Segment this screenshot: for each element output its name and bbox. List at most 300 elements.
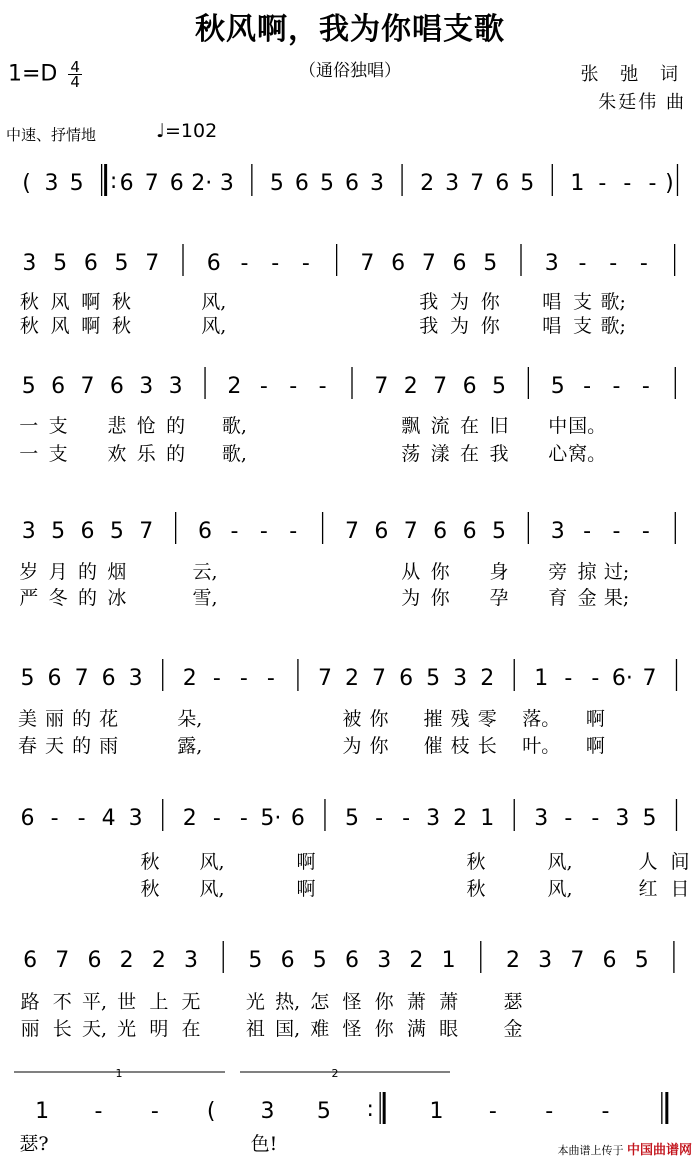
note: 3 [260,1099,275,1124]
lyric: 歌, [221,415,247,437]
lyric: 乐 [136,443,156,465]
lyric: 月 [48,561,68,583]
lyric: 满 [406,1018,426,1040]
lyric: 叶。 [522,735,561,757]
time-bottom: 4 [70,73,80,91]
lyric: 风 [50,315,70,337]
lyric: 瑟? [19,1133,49,1155]
lyric: 中 [548,415,568,437]
note: 5 [316,1099,331,1124]
note: 6 [119,171,134,196]
lyric: 秋 [140,851,160,873]
lyric: 红 [638,878,658,900]
lyric: 你 [480,291,500,313]
note: 5 [51,519,66,544]
note: 7 [360,251,375,276]
lyric: 秋 [140,878,160,900]
note: ( [206,1099,216,1124]
lyric: 育 [548,587,568,609]
lyric: 为 [342,735,362,757]
lyric: 支 [48,415,68,437]
lyric: 的 [166,443,186,465]
lyric: 日 [670,878,690,900]
lyric: 你 [369,708,389,730]
lyric: 风 [50,291,70,313]
lyric: 岁 [19,561,39,583]
note: - [591,806,600,831]
lyric: 你 [430,587,450,609]
lyric: 啊 [585,735,605,757]
lyric: 国, [275,1018,301,1040]
lyric: 雨 [99,735,119,757]
lyric: 色! [250,1133,278,1155]
note: 3 [544,251,559,276]
lyric: 心 [548,443,568,465]
note: 2 [403,374,418,399]
note: 6 [101,666,116,691]
lyric: 风, [199,878,225,900]
lyric: 掠 [577,561,597,583]
note: 6 [433,519,448,544]
note: 5 [269,171,284,196]
note: 7 [421,251,436,276]
lyric: 我 [419,291,439,313]
paren-close: ) [665,171,674,196]
note: 6 [391,251,406,276]
quarter-note-icon: ♩ [156,120,165,142]
lyric: 丽 [20,1018,40,1040]
note: 5 [483,251,498,276]
note: 2 [480,666,495,691]
lyric: 怆 [136,415,156,437]
lyric: 冬 [48,587,68,609]
note: 5 [109,519,124,544]
lyricist-credit: 张 弛 词 [580,64,686,85]
repeat-dots: : [109,169,118,194]
note: - [488,1099,497,1124]
lyric: 流 [430,415,450,437]
lyric: 从 [401,561,421,583]
note: 5 [319,171,334,196]
note: 1 [480,806,495,831]
note: 5 [114,251,129,276]
lyric: 风, [199,851,225,873]
note: 6 [198,519,213,544]
score-title: 秋风啊，我为你唱支歌 [195,12,505,47]
note: - [545,1099,554,1124]
lyric: 秋 [112,315,132,337]
lyric: 明 [149,1018,169,1040]
lyric: 摧 [423,708,443,730]
note: 3 [445,171,460,196]
note: - [301,251,310,276]
lyric: 的 [77,561,97,583]
lyric: 风, [201,315,227,337]
lyric: 唱 [542,315,562,337]
lyric: 的 [166,415,186,437]
lyric: 零 [477,708,497,730]
lyric: 悲 [107,415,127,437]
note: 6 [462,519,477,544]
note: 3 [550,519,565,544]
tempo-marking: 中速、抒情地 [6,126,97,144]
note: 5 [520,171,535,196]
lyric: 长 [52,1018,72,1040]
lyric: 催 [423,735,443,757]
lyric: 过; [603,561,630,583]
note: 5· [260,806,282,831]
lyric: 孕 [489,587,509,609]
note: - [239,666,248,691]
lyric: 萧 [439,991,459,1013]
note: 7 [139,519,154,544]
note: 7 [642,666,657,691]
lyric: 为 [401,587,421,609]
note: 7 [345,519,359,544]
lyric: 旁 [548,561,568,583]
lyric: 天 [45,735,65,757]
note: 5 [69,171,84,196]
note: 6 [169,171,184,196]
lyric: 美 [18,708,38,730]
note: 3 [453,666,468,691]
lyric: 国。 [568,415,607,437]
lyric: 我 [489,443,509,465]
lyric: 的 [72,708,92,730]
note: - [641,519,650,544]
note: 6 [495,171,510,196]
note: 6 [290,806,305,831]
lyric: 秋 [19,315,39,337]
note: 2 [182,806,197,831]
tempo-value: =102 [164,120,218,142]
lyric: 路 [20,991,40,1013]
note: 3 [128,806,143,831]
note: - [402,806,411,831]
lyric: 热, [275,991,301,1013]
lyric: 啊 [585,708,605,730]
note: 6 [374,519,389,544]
lyric: 春 [18,735,38,757]
note: 6 [452,251,467,276]
note: 6 [87,948,102,973]
lyric: 云, [192,561,218,583]
note: 3 [139,374,154,399]
lyric: 朵, [177,708,203,730]
lyric: 漾 [430,443,450,465]
note: 5 [426,666,441,691]
note: 5 [345,806,359,831]
lyric: 的 [77,587,97,609]
note: 5 [20,666,35,691]
note: 5 [312,948,327,973]
lyric: 歌; [600,315,626,337]
note: - [212,806,221,831]
lyric: 唱 [542,291,562,313]
lyric: 难 [310,1018,330,1040]
lyric: 露, [177,735,203,757]
lyric: 的 [72,735,92,757]
lyric: 秋 [19,291,39,313]
lyric: 上 [149,991,169,1013]
lyric: 在 [460,443,480,465]
note: 6 [23,948,38,973]
note: - [318,374,327,399]
lyric: 平, [81,991,107,1013]
note: - [150,1099,159,1124]
lyric: 间 [670,851,690,873]
note: - [259,519,268,544]
note: 5 [634,948,649,973]
note: - [212,666,221,691]
note: 3 [370,171,385,196]
lyric: 风, [547,851,573,873]
note: 3 [538,948,553,973]
lyric: 花 [99,708,119,730]
note: 5 [21,374,36,399]
lyric: 在 [181,1018,201,1040]
note: 7 [374,374,389,399]
lyric: 无 [181,991,201,1013]
lyric: 一 [19,415,39,437]
lyric: 光 [117,1018,137,1040]
composer-credit: 朱廷伟 曲 [598,92,686,113]
note: - [239,806,248,831]
note: 6 [345,948,359,973]
note: 3 [377,948,392,973]
note: 7 [74,666,89,691]
lyric: 为 [450,291,470,313]
lyric: 瑟 [503,991,523,1013]
lyric: 你 [430,561,450,583]
lyric: 歌, [221,443,247,465]
note: 3 [168,374,183,399]
lyric: 不 [52,991,72,1013]
lyric: 枝 [450,735,470,757]
note: 6 [109,374,124,399]
lyric: 金 [577,587,597,609]
note: 6 [280,948,295,973]
note: 2 [345,666,359,691]
key-label: 1=D [8,61,58,87]
lyric: 一 [19,443,39,465]
note: - [612,519,621,544]
note: - [77,806,86,831]
lyric: 支 [572,315,592,337]
note: 7 [144,171,159,196]
note: - [623,171,632,196]
lyric: 严 [19,587,39,609]
note: 3 [615,806,630,831]
note: 7 [317,666,332,691]
lyric: 我 [419,315,439,337]
note: 2 [409,948,424,973]
volta-2-label: 2 [331,1067,339,1080]
lyric: 你 [374,991,394,1013]
note: - [259,374,268,399]
lyric: 落。 [522,708,561,730]
lyric: 光 [245,991,265,1013]
lyric: 人 [638,851,658,873]
note: 6 [399,666,414,691]
note: - [639,251,648,276]
lyric: 你 [369,735,389,757]
note: 2 [420,171,435,196]
note: 7 [403,519,418,544]
lyric: 你 [374,1018,394,1040]
lyric: 在 [460,415,480,437]
note: - [266,666,275,691]
note: 4 [101,806,116,831]
lyric: 飘 [401,415,421,437]
lyric: 雪, [192,587,218,609]
note: - [609,251,618,276]
lyric: 祖 [245,1018,265,1040]
lyric: 啊 [296,878,316,900]
lyric: 秋 [112,291,132,313]
note: 7 [80,374,95,399]
note: - [230,519,239,544]
note: 5 [491,374,506,399]
note: 7 [570,948,585,973]
lyric: 啊 [81,291,101,313]
lyric: 身 [489,561,509,583]
note: 7 [55,948,70,973]
note: 2· [191,171,213,196]
site-logo: 中国曲谱网 [626,1143,692,1158]
volta-1-label: 1 [115,1067,123,1080]
note: 6 [345,171,359,196]
note: 2 [453,806,468,831]
note: 1 [35,1099,50,1124]
note: 3 [184,948,199,973]
note: 6 [602,948,617,973]
lyric: 果; [603,587,630,609]
lyric: 眼 [439,1018,459,1040]
lyric: 丽 [45,708,65,730]
lyric: 窝。 [568,443,607,465]
lyric: 冰 [107,587,127,609]
lyric: 秋 [466,851,486,873]
lyric: 怪 [342,1018,362,1040]
lyric: 歌; [600,291,626,313]
note: - [591,666,600,691]
note: 3 [22,251,37,276]
note: 6· [611,666,633,691]
note: - [289,374,298,399]
note: 7 [470,171,485,196]
note: 6 [83,251,98,276]
note: 7 [145,251,160,276]
note: - [50,806,59,831]
note: 2 [119,948,134,973]
note: 3 [426,806,441,831]
lyric: 秋 [466,878,486,900]
note: - [271,251,280,276]
note: 6 [51,374,66,399]
note: 5 [550,374,565,399]
lyric: 被 [342,708,362,730]
note: 2 [182,666,197,691]
note: 3 [44,171,59,196]
lyric: 为 [450,315,470,337]
note: 2 [151,948,166,973]
lyric: 啊 [81,315,101,337]
note: 2 [227,374,242,399]
lyric: 怎 [310,991,330,1013]
note: 3 [534,806,549,831]
note: 6 [206,251,221,276]
repeat-dots: : [366,1097,374,1122]
footer-text: 本曲谱上传于 [557,1144,624,1157]
note: 6 [47,666,62,691]
lyric: 旧 [489,415,509,437]
note: 7 [433,374,448,399]
score-subtitle: （通俗独唱） [299,61,401,81]
note: 3 [219,171,234,196]
lyric: 你 [480,315,500,337]
time-top: 4 [70,58,80,76]
note: 1 [441,948,456,973]
note: - [240,251,249,276]
lyric: 支 [572,291,592,313]
note: 7 [372,666,387,691]
note: - [94,1099,103,1124]
lyric: 世 [117,991,137,1013]
note: ( [22,171,31,196]
note: 5 [642,806,657,831]
note: 3 [128,666,143,691]
lyric: 怪 [342,991,362,1013]
lyric: 天, [81,1018,107,1040]
note: 1 [429,1099,444,1124]
lyric: 荡 [401,443,421,465]
lyric: 萧 [406,991,426,1013]
note: - [641,374,650,399]
note: - [375,806,384,831]
note: - [578,251,587,276]
note: 6 [20,806,35,831]
note: - [564,666,573,691]
note: 2 [505,948,520,973]
note: 6 [462,374,477,399]
note: 1 [570,171,585,196]
lyric: 残 [450,708,470,730]
lyric: 欢 [107,443,127,465]
lyric: 长 [477,735,497,757]
lyric: 金 [503,1018,523,1040]
note: - [648,171,657,196]
note: 6 [294,171,309,196]
note: - [598,171,607,196]
note: - [564,806,573,831]
note: - [289,519,298,544]
note: 3 [21,519,36,544]
lyric: 啊 [296,851,316,873]
note: 6 [80,519,95,544]
note: - [583,519,592,544]
lyric: 风, [201,291,227,313]
lyric: 支 [48,443,68,465]
note: - [612,374,621,399]
note: - [601,1099,610,1124]
note: 1 [534,666,549,691]
lyric: 烟 [107,561,127,583]
note: 5 [53,251,68,276]
note: 5 [248,948,263,973]
note: 5 [491,519,506,544]
note: - [583,374,592,399]
